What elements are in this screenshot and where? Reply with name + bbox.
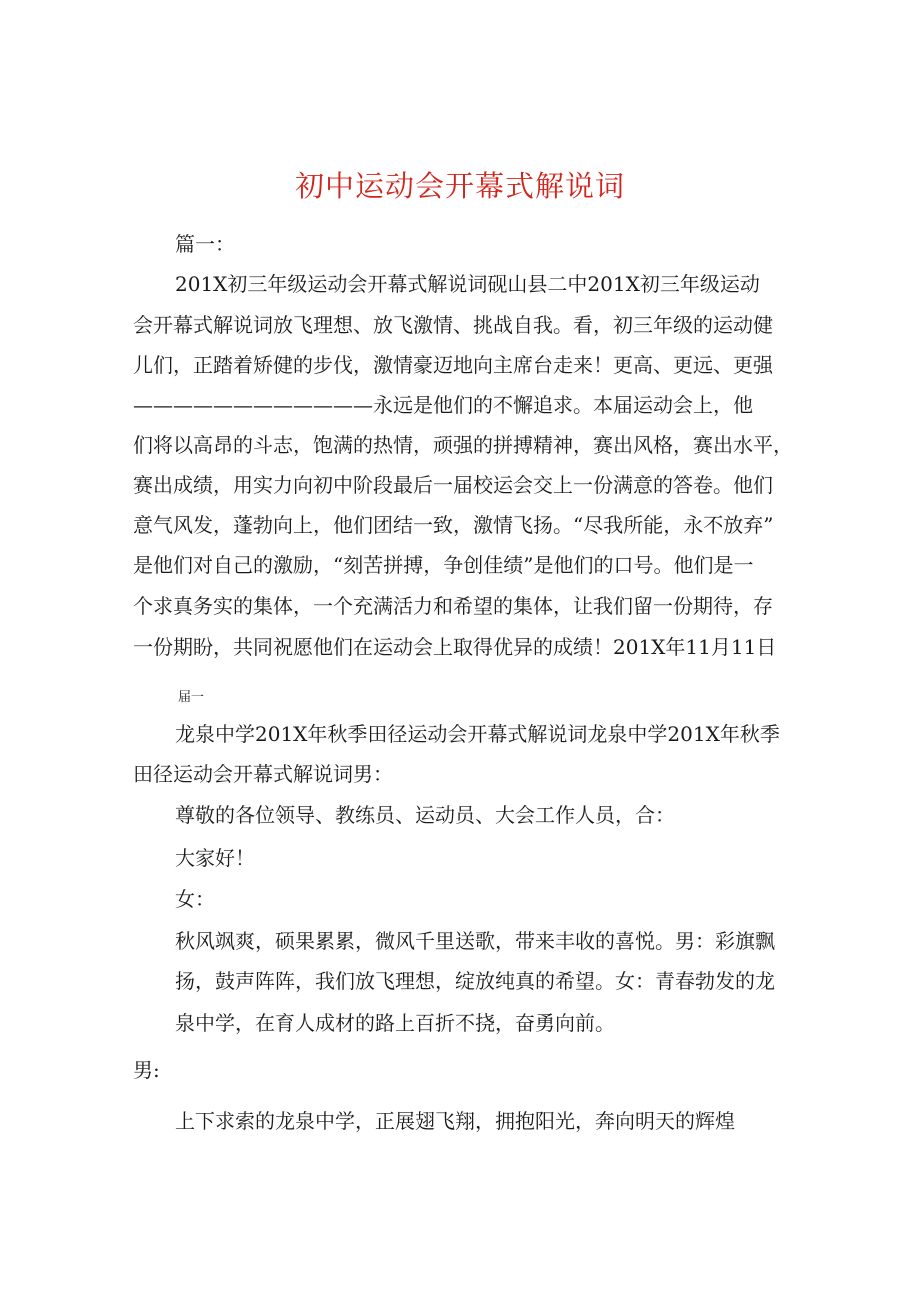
hello-line: 大家好！ xyxy=(175,846,255,870)
document-title: 初中运动会开幕式解说词 xyxy=(294,169,625,203)
speaker-male: 男: xyxy=(133,1058,160,1082)
paragraph-line: ————————————永远是他们的不懈追求。本届运动会上，他 xyxy=(133,393,753,417)
paragraph-line: 赛出成绩，用实力向初中阶段最后一届校运会交上一份满意的答卷。他们 xyxy=(133,473,773,497)
section-label: 篇一： xyxy=(175,232,235,256)
small-label: 届一 xyxy=(178,690,205,705)
paragraph-line: 泉中学，在育人成材的路上百折不挠，奋勇向前。 xyxy=(175,1011,615,1035)
paragraph-line: 201X初三年级运动会开幕式解说词砚山县二中201X初三年级运动 xyxy=(175,272,760,296)
paragraph-line: 是他们对自己的激励，“刻苦拼搏，争创佳绩”是他们的口号。他们是一 xyxy=(133,553,754,577)
paragraph-line: 一份期盼，共同祝愿他们在运动会上取得优异的成绩！201X年11月11日 xyxy=(133,635,777,659)
paragraph-line: 们将以高昂的斗志，饱满的热情，顽强的拼搏精神，赛出风格，赛出水平， xyxy=(133,433,793,457)
paragraph-line: 上下求索的龙泉中学，正展翅飞翔，拥抱阳光，奔向明天的辉煌 xyxy=(175,1109,735,1133)
paragraph-line: 田径运动会开幕式解说词男： xyxy=(133,762,393,786)
paragraph-line: 秋风飒爽，硕果累累，微风千里送歌，带来丰收的喜悦。男：彩旗飘 xyxy=(175,929,775,953)
paragraph-line: 意气风发，蓬勃向上，他们团结一致，激情飞扬。“尽我所能，永不放弃” xyxy=(133,513,774,537)
paragraph-line: 龙泉中学201X年秋季田径运动会开幕式解说词龙泉中学201X年秋季 xyxy=(175,722,780,746)
paragraph-line: 儿们，正踏着矫健的步伐，激情豪迈地向主席台走来！更高、更远、更强 xyxy=(133,353,773,377)
paragraph-line: 个求真务实的集体，一个充满活力和希望的集体，让我们留一份期待，存 xyxy=(133,594,773,618)
paragraph-line: 会开幕式解说词放飞理想、放飞激情、挑战自我。看，初三年级的运动健 xyxy=(133,313,773,337)
paragraph-line: 扬，鼓声阵阵，我们放飞理想，绽放纯真的希望。女：青春勃发的龙 xyxy=(175,969,775,993)
greeting-line: 尊敬的各位领导、教练员、运动员、大会工作人员，合： xyxy=(175,803,675,827)
speaker-female: 女： xyxy=(175,887,215,911)
